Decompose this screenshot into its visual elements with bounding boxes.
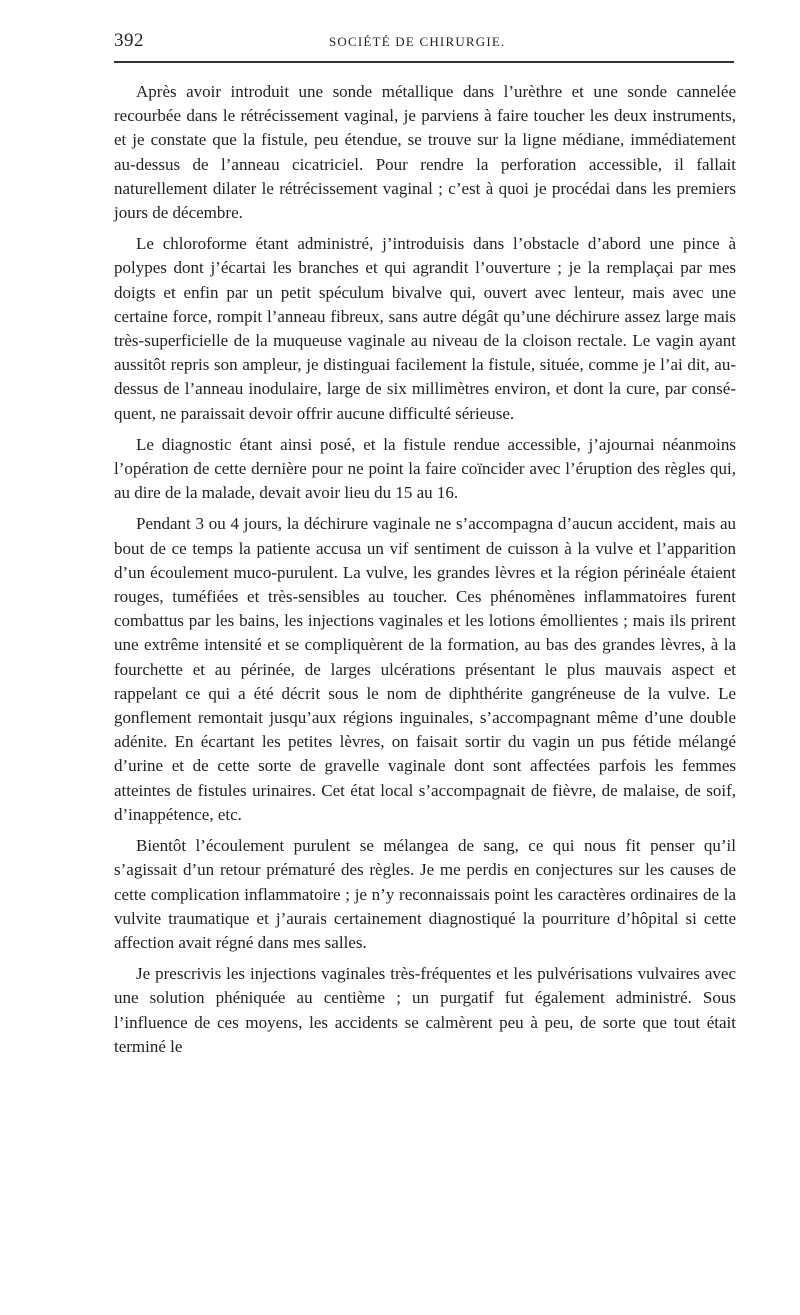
page-number: 392 — [114, 30, 144, 51]
paragraph: Pendant 3 ou 4 jours, la déchirure vaginale ne s’accompagna d’aucun accident, mais au bout de ce temps la patiente accusa un vif sentiment de cuisson à la vulve et l’apparition d’un écoulement muco-purulent. La vulve, les grandes lèvres et la région périnéale étaient rouges, tuméfiées et très-sensibles au toucher. Ces phénomènes inflammatoires furent combattus par les bains, les injections vaginales et les lotions émollientes ; mais ils prirent une extrême intensité et se compliquèrent de la formation, au bas des grandes lèvres, à la fourchette et au périnée, de larges ulcérations présentant le plus mauvais aspect et rappelant ce qui a été décrit sous le nom de diphthérite gangréneuse de la vulve. Le gonflement remontait jusqu’aux régions inguinales, s’accompagnant même d’une double adénite. En écartant les petites lèvres, on faisait sortir du vagin un pus fétide mélangé d’urine et de cette sorte de gravelle vaginale dont sont affectées parfois les femmes atteintes de fistules urinaires. Cet état local s’accompagnait de fièvre, de malaise, de soif, d’inappétence, etc. — [114, 514, 736, 824]
paragraph: Le diagnostic étant ainsi posé, et la fistule rendue accessible, j’ajournai néanmoins l’opération de cette dernière pour ne point la faire coïncider avec l’éruption des règles qui, au dire de la malade, devait avoir lieu du 15 au 16. — [114, 434, 736, 503]
running-title: SOCIÉTÉ DE CHIRURGIE. — [329, 34, 506, 49]
paragraph: Le chloroforme étant administré, j’introduisis dans l’obstacle d’abord une pince à polypes dont j’écartai les branches et qui agrandit l’ouverture ; je la remplaçai par mes doigts et enfin par un petit spéculum bivalve qui, ouvert avec lenteur, mais avec une certaine force, rompit l’anneau fibreux, sans autre dégât qu’une déchirure assez large mais très-superficielle de la muqueuse vaginale au niveau de la cloison rectale. Le vagin ayant aussitôt repris son ampleur, je distinguai facilement la fistule, située, comme je l’ai dit, au-dessus de l’anneau inodulaire, large de six millimètres environ, et dont la cure, par conséquent, ne paraissait devoir offrir aucune difficulté sérieuse. — [114, 234, 736, 423]
page-header — [114, 30, 734, 54]
paragraph: Après avoir introduit une sonde métallique dans l’urèthre et une sonde cannelée recourbée dans le rétrécissement vaginal, je parviens à faire toucher les deux instruments, et je constate que la fistule, peu étendue, se trouve sur la ligne médiane, immédiatement au-dessus de l’anneau cicatriciel. Pour rendre la perforation accessible, il fallait naturellement dilater le rétrécissement vaginal ; c’est à quoi je procédai dans les premiers jours de décembre. — [114, 82, 736, 223]
paragraph: Bientôt l’écoulement purulent se mélangea de sang, ce qui nous fit penser qu’il s’agissait d’un retour prématuré des règles. Je me perdis en conjectures sur les causes de cette complication inflammatoire ; je n’y reconnaissais point les caractères ordinaires de la vulvite traumatique et j’aurais certainement diagnostiqué la pourriture d’hôpital si cette affection avait régné dans mes salles. — [114, 836, 736, 952]
paragraph: Je prescrivis les injections vaginales très-fréquentes et les pulvérisations vulvaires avec une solution phéniquée au centième ; un purgatif fut également administré. Sous l’influence de ces moyens, les accidents se calmèrent peu à peu, de sorte que tout était terminé le — [114, 964, 736, 1056]
body-text — [114, 80, 736, 1059]
header-rule — [114, 61, 734, 63]
